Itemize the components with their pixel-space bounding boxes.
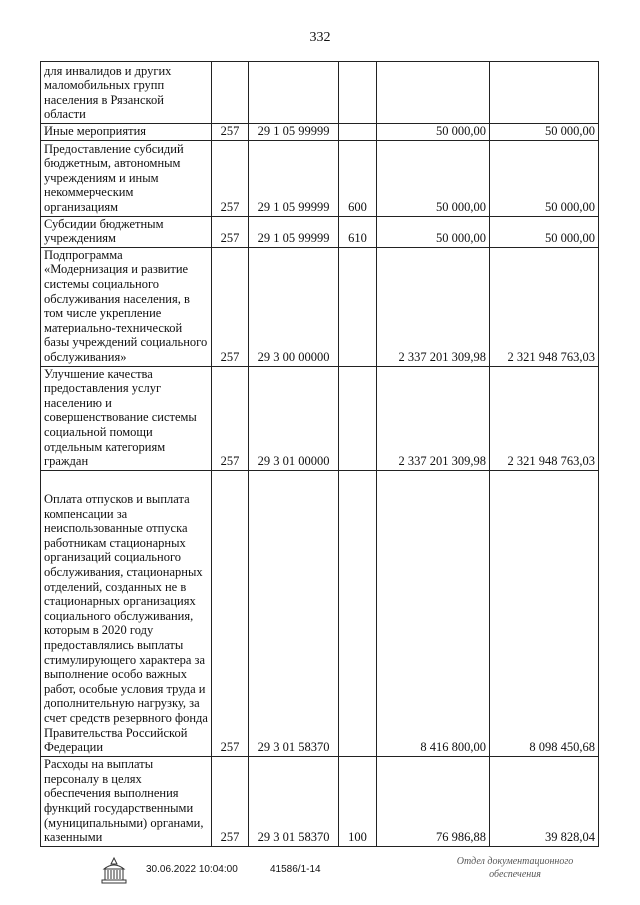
row-name: Улучшение качества предоставления услуг населению и совершенствование системы социальной помощи отдельным категориям граждан: [41, 366, 212, 470]
department-stamp: Отдел документационного обеспечения: [456, 856, 574, 880]
row-sum2: 2 321 948 763,03: [490, 247, 599, 366]
row-code: [212, 62, 249, 124]
row-csr: 29 3 00 00000: [249, 247, 339, 366]
row-sum2: 8 098 450,68: [490, 470, 599, 756]
row-code: 257: [212, 247, 249, 366]
row-name: Подпрограмма «Модернизация и развитие системы социального обслуживания населения, в том числе укрепление материально-технической базы учреждений социального обслуживания»: [41, 247, 212, 366]
row-csr: 29 3 01 58370: [249, 470, 339, 756]
stamp-date: 30.06.2022 10:04:00: [146, 864, 238, 875]
row-sum2: 39 828,04: [490, 756, 599, 846]
table-row: [41, 756, 599, 846]
row-vr: [339, 366, 377, 470]
table-row: [41, 247, 599, 366]
table-row: [41, 124, 599, 141]
row-name: Иные мероприятия: [41, 124, 212, 141]
table-row: [41, 140, 599, 216]
row-sum1: 2 337 201 309,98: [377, 247, 490, 366]
budget-table: [40, 61, 599, 847]
document-footer: [0, 855, 640, 895]
row-sum1: 76 986,88: [377, 756, 490, 846]
row-code: 257: [212, 756, 249, 846]
row-sum1: 2 337 201 309,98: [377, 366, 490, 470]
row-sum1: 50 000,00: [377, 140, 490, 216]
row-name: Предоставление субсидий бюджетным, автономным учреждениям и иным некоммерческим организациям: [41, 140, 212, 216]
row-name: Оплата отпусков и выплата компенсации за неиспользованные отпуска работникам стационарных организаций социального обслуживания, стационарных отделений, созданных не в стационарных организациях социального обслуживания, которым в 2020 году предоставлялись выплаты стимулирующего характера за выполнение особо важных работ, особые условия труда и дополнительную нагрузку, за счет средств резервного фонда Правительства Российской Федерации: [41, 470, 212, 756]
row-sum1: [377, 62, 490, 124]
table-row: [41, 62, 599, 124]
row-sum2: 50 000,00: [490, 216, 599, 247]
stamp-number: 41586/1-14: [270, 864, 321, 875]
row-vr: 610: [339, 216, 377, 247]
row-csr: 29 3 01 58370: [249, 756, 339, 846]
row-sum2: 2 321 948 763,03: [490, 366, 599, 470]
row-csr: 29 1 05 99999: [249, 216, 339, 247]
row-csr: 29 1 05 99999: [249, 124, 339, 141]
row-sum1: 8 416 800,00: [377, 470, 490, 756]
row-sum1: 50 000,00: [377, 124, 490, 141]
page-number: 332: [309, 30, 331, 45]
row-code: 257: [212, 216, 249, 247]
row-vr: [339, 62, 377, 124]
table-row: [41, 366, 599, 470]
row-csr: 29 3 01 00000: [249, 366, 339, 470]
row-code: 257: [212, 366, 249, 470]
row-vr: [339, 470, 377, 756]
row-sum2: [490, 62, 599, 124]
row-csr: 29 1 05 99999: [249, 140, 339, 216]
table-row: [41, 216, 599, 247]
row-vr: [339, 247, 377, 366]
row-name: для инвалидов и других маломобильных групп населения в Рязанской области: [41, 62, 212, 124]
row-sum1: 50 000,00: [377, 216, 490, 247]
row-vr: 600: [339, 140, 377, 216]
row-sum2: 50 000,00: [490, 124, 599, 141]
row-vr: [339, 124, 377, 141]
row-code: 257: [212, 470, 249, 756]
row-name: Субсидии бюджетным учреждениям: [41, 216, 212, 247]
row-csr: [249, 62, 339, 124]
table-row: [41, 470, 599, 756]
row-code: 257: [212, 140, 249, 216]
row-sum2: 50 000,00: [490, 140, 599, 216]
row-name: Расходы на выплаты персоналу в целях обеспечения выполнения функций государственными (муниципальными) органами, казенными: [41, 756, 212, 846]
duma-building-icon: [98, 855, 130, 887]
row-code: 257: [212, 124, 249, 141]
row-vr: 100: [339, 756, 377, 846]
